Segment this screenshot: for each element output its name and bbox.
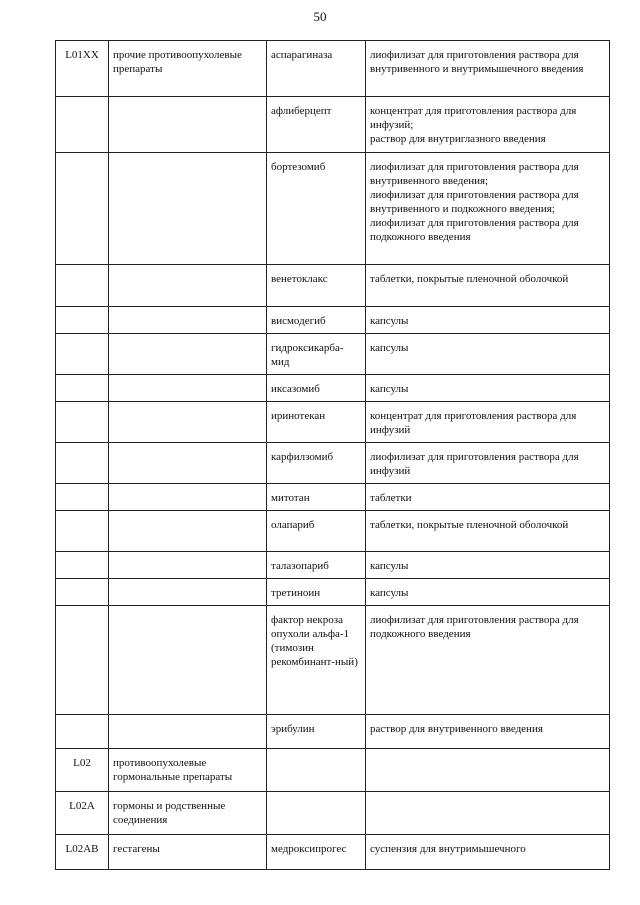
- drug-name-cell: гидроксикарба-мид: [267, 334, 366, 375]
- atc-code-cell: [56, 307, 109, 334]
- group-name-cell: [109, 443, 267, 484]
- dosage-form: таблетки: [370, 492, 412, 504]
- group-name-cell: [109, 265, 267, 307]
- table-body: [56, 41, 610, 870]
- dosage-forms-cell: [366, 265, 610, 307]
- drug-name-cell: медроксипрогес: [267, 835, 366, 870]
- table-row: [56, 749, 610, 792]
- dosage-forms-cell: [366, 835, 610, 870]
- dosage-forms-cell: [366, 402, 610, 443]
- dosage-forms-cell: [366, 715, 610, 749]
- table-row: [56, 715, 610, 749]
- dosage-form: концентрат для приготовления раствора для инфузий;: [370, 105, 577, 131]
- table-row: [56, 484, 610, 511]
- dosage-form: капсулы: [370, 383, 409, 395]
- group-name-cell: [109, 307, 267, 334]
- table-row: [56, 307, 610, 334]
- drug-name-cell: [267, 749, 366, 792]
- group-name-cell: [109, 153, 267, 265]
- table-row: [56, 835, 610, 870]
- group-name-cell: [109, 511, 267, 552]
- atc-code-cell: [56, 715, 109, 749]
- atc-code-cell: L02A: [56, 792, 109, 835]
- group-name-cell: [109, 402, 267, 443]
- atc-code-cell: [56, 375, 109, 402]
- dosage-form: капсулы: [370, 560, 409, 572]
- drug-name-cell: аспарагиназа: [267, 41, 366, 97]
- dosage-form: лиофилизат для приготовления раствора для внутривенного и внутримышечного введения: [370, 49, 584, 75]
- drug-name-cell: [267, 792, 366, 835]
- group-name-cell: [109, 484, 267, 511]
- dosage-forms-cell: [366, 511, 610, 552]
- group-name-cell: противоопухолевые гормональные препараты: [109, 749, 267, 792]
- table-row: [56, 792, 610, 835]
- dosage-form: лиофилизат для приготовления раствора для подкожного введения: [370, 614, 579, 640]
- atc-code-cell: [56, 334, 109, 375]
- dosage-form: лиофилизат для приготовления раствора для внутривенного и подкожного введения;: [370, 189, 579, 215]
- table-row: [56, 443, 610, 484]
- atc-code-cell: L02: [56, 749, 109, 792]
- dosage-forms-cell: [366, 484, 610, 511]
- drug-name-cell: афлиберцепт: [267, 97, 366, 153]
- dosage-form: капсулы: [370, 315, 409, 327]
- table-row: [56, 153, 610, 265]
- dosage-forms-cell: [366, 792, 610, 835]
- dosage-form: раствор для внутривенного введения: [370, 723, 543, 735]
- atc-code-cell: [56, 511, 109, 552]
- dosage-form: раствор для внутриглазного введения: [370, 133, 546, 145]
- dosage-forms-cell: [366, 552, 610, 579]
- dosage-forms-cell: [366, 41, 610, 97]
- dosage-form: таблетки, покрытые пленочной оболочкой: [370, 273, 569, 285]
- dosage-form: лиофилизат для приготовления раствора для инфузий: [370, 451, 579, 477]
- drug-name-cell: талазопариб: [267, 552, 366, 579]
- drug-name-cell: иксазомиб: [267, 375, 366, 402]
- table-row: [56, 511, 610, 552]
- table-row: [56, 334, 610, 375]
- drug-name-cell: третиноин: [267, 579, 366, 606]
- group-name-cell: [109, 579, 267, 606]
- table-row: [56, 375, 610, 402]
- atc-code-cell: [56, 97, 109, 153]
- group-name-cell: [109, 97, 267, 153]
- atc-code-cell: [56, 402, 109, 443]
- atc-code-cell: L02AB: [56, 835, 109, 870]
- drug-name-cell: эрибулин: [267, 715, 366, 749]
- drug-name-cell: венетоклакс: [267, 265, 366, 307]
- atc-code-cell: [56, 443, 109, 484]
- drug-name-cell: фактор некроза опухоли альфа-1 (тимозин рекомбинант-ный): [267, 606, 366, 715]
- dosage-forms-cell: [366, 579, 610, 606]
- drug-name-cell: карфилзомиб: [267, 443, 366, 484]
- group-name-cell: гормоны и родственные соединения: [109, 792, 267, 835]
- atc-code-cell: [56, 579, 109, 606]
- drug-name-cell: митотан: [267, 484, 366, 511]
- group-name-cell: гестагены: [109, 835, 267, 870]
- group-name-cell: [109, 715, 267, 749]
- drug-name-cell: олапариб: [267, 511, 366, 552]
- drug-name-cell: висмодегиб: [267, 307, 366, 334]
- group-name-cell: [109, 375, 267, 402]
- dosage-forms-cell: [366, 606, 610, 715]
- table-row: [56, 97, 610, 153]
- table-row: [56, 606, 610, 715]
- group-name-cell: [109, 334, 267, 375]
- table-row: [56, 265, 610, 307]
- atc-code-cell: [56, 153, 109, 265]
- table-row: [56, 41, 610, 97]
- drug-name-cell: иринотекан: [267, 402, 366, 443]
- table-row: [56, 579, 610, 606]
- table-row: [56, 402, 610, 443]
- atc-code-cell: [56, 552, 109, 579]
- table-row: [56, 552, 610, 579]
- atc-code-cell: [56, 265, 109, 307]
- group-name-cell: прочие противоопухолевые препараты: [109, 41, 267, 97]
- dosage-forms-cell: [366, 97, 610, 153]
- group-name-cell: [109, 606, 267, 715]
- dosage-form: капсулы: [370, 587, 409, 599]
- group-name-cell: [109, 552, 267, 579]
- dosage-form: лиофилизат для приготовления раствора для внутривенного введения;: [370, 161, 579, 187]
- dosage-form: таблетки, покрытые пленочной оболочкой: [370, 519, 569, 531]
- dosage-form: капсулы: [370, 342, 409, 354]
- page-number: 50: [313, 9, 327, 24]
- dosage-forms-cell: [366, 749, 610, 792]
- drug-name-cell: бортезомиб: [267, 153, 366, 265]
- dosage-form: концентрат для приготовления раствора для инфузий: [370, 410, 577, 436]
- atc-code-cell: L01XX: [56, 41, 109, 97]
- dosage-form: лиофилизат для приготовления раствора для подкожного введения: [370, 217, 579, 243]
- dosage-forms-cell: [366, 443, 610, 484]
- drug-table: [55, 40, 610, 870]
- dosage-forms-cell: [366, 153, 610, 265]
- dosage-forms-cell: [366, 375, 610, 402]
- atc-code-cell: [56, 484, 109, 511]
- atc-code-cell: [56, 606, 109, 715]
- dosage-form: суспензия для внутримышечного: [370, 843, 526, 855]
- dosage-forms-cell: [366, 334, 610, 375]
- dosage-forms-cell: [366, 307, 610, 334]
